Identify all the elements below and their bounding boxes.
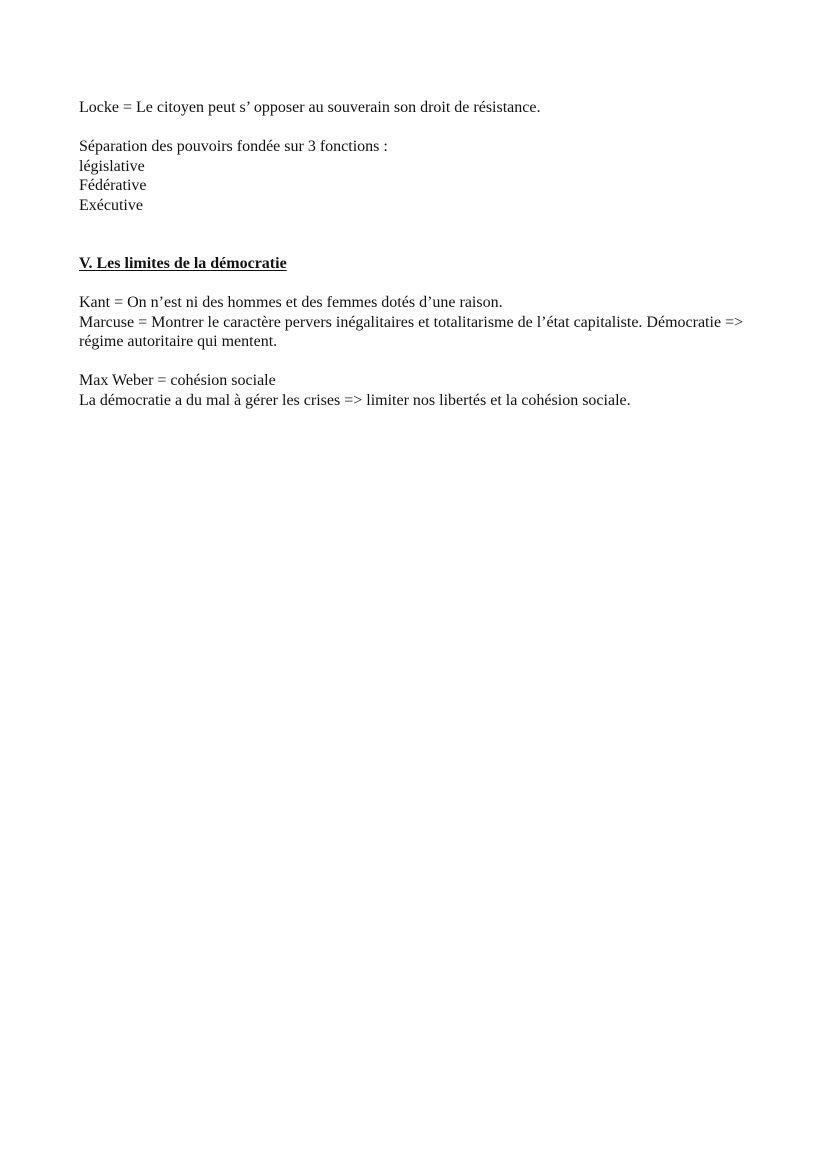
document-body [79,98,769,410]
paragraph-spacer [79,118,769,138]
locke-paragraph: Locke = Le citoyen peut s’ opposer au souverain son droit de résistance. [79,99,541,116]
kant-paragraph: Kant = On n’est ni des hommes et des femmes dotés d’une raison. [79,294,503,311]
list-item-federative: Fédérative [79,177,147,194]
marcuse-paragraph: Marcuse = Montrer le caractère pervers inégalitaires et totalitarisme de l’état capitaliste. Démocratie => régime autoritaire qui mentent. [79,313,744,350]
list-item-executive: Exécutive [79,196,143,214]
paragraph-spacer [79,274,769,294]
crises-paragraph: La démocratie a du mal à gérer les crises => limiter nos libertés et la cohésion sociale. [79,391,631,409]
list-item-legislative: législative [79,157,145,175]
separation-intro: Séparation des pouvoirs fondée sur 3 fonctions : [79,138,388,155]
paragraph-spacer [79,352,769,372]
weber-paragraph: Max Weber = cohésion sociale [79,372,276,389]
section-heading: V. Les limites de la démocratie [79,255,287,272]
section-spacer [79,215,769,254]
